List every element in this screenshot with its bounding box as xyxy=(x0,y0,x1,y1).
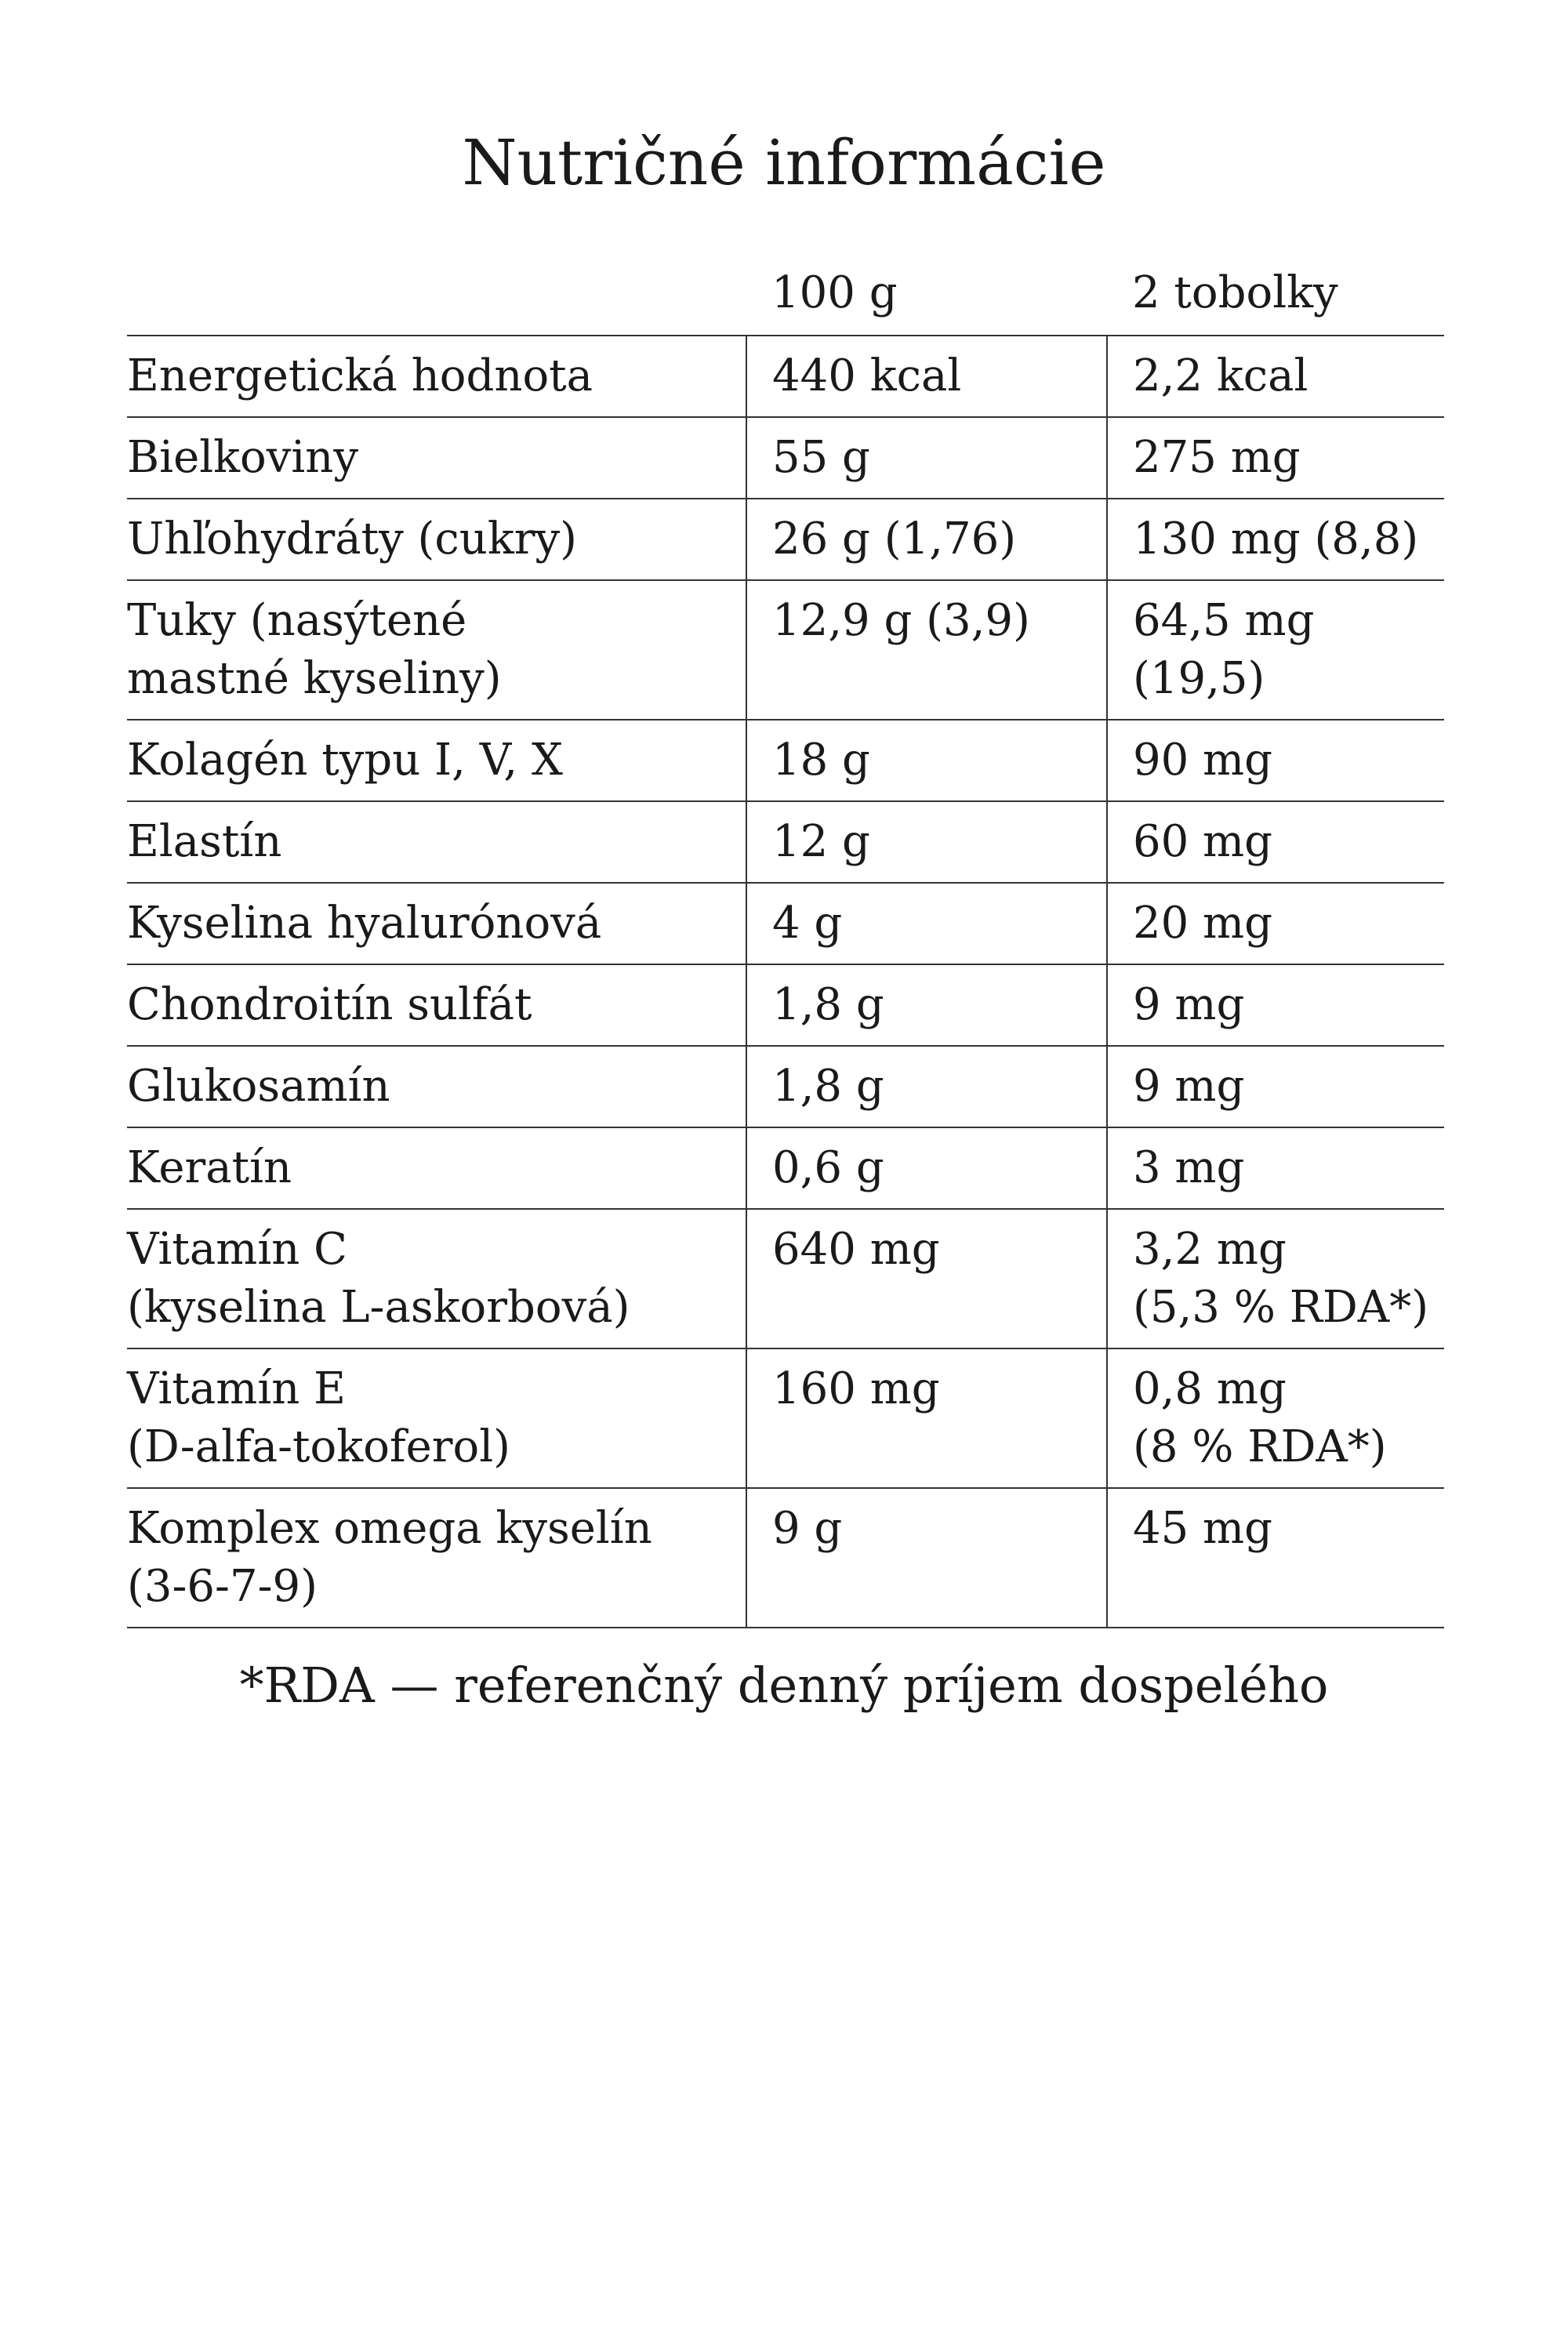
value-per-100g: 160 mg xyxy=(746,1348,1107,1488)
value-per-100g: 18 g xyxy=(746,720,1107,801)
nutrient-name: Vitamín E (D-alfa-tokoferol) xyxy=(127,1348,746,1488)
value-per-2-capsules: 9 mg xyxy=(1107,1046,1444,1127)
table-row xyxy=(127,964,1444,1046)
value-per-2-capsules: 275 mg xyxy=(1107,417,1444,499)
table-row xyxy=(127,801,1444,883)
table-row xyxy=(127,883,1444,964)
value-per-2-capsules: 9 mg xyxy=(1107,964,1444,1046)
nutrient-name: Kyselina hyalurónová xyxy=(127,883,746,964)
value-per-2-capsules: 2,2 kcal xyxy=(1107,336,1444,417)
nutrient-name: Energetická hodnota xyxy=(127,336,746,417)
nutrient-name: Chondroitín sulfát xyxy=(127,964,746,1046)
table-row xyxy=(127,499,1444,580)
value-per-2-capsules: 3,2 mg (5,3 % RDA*) xyxy=(1107,1209,1444,1348)
value-per-100g: 4 g xyxy=(746,883,1107,964)
nutrient-name: Komplex omega kyselín (3-6-7-9) xyxy=(127,1488,746,1628)
nutrient-name: Tuky (nasýtené mastné kyseliny) xyxy=(127,580,746,720)
table-row xyxy=(127,1348,1444,1488)
value-per-100g: 26 g (1,76) xyxy=(746,499,1107,580)
value-per-2-capsules: 20 mg xyxy=(1107,883,1444,964)
value-per-2-capsules: 45 mg xyxy=(1107,1488,1444,1628)
value-per-100g: 12 g xyxy=(746,801,1107,883)
value-per-100g: 1,8 g xyxy=(746,1046,1107,1127)
value-per-100g: 1,8 g xyxy=(746,964,1107,1046)
nutrient-name: Keratín xyxy=(127,1127,746,1209)
nutrient-name: Glukosamín xyxy=(127,1046,746,1127)
value-per-2-capsules: 64,5 mg (19,5) xyxy=(1107,580,1444,720)
header-nutrient xyxy=(127,255,746,336)
header-per-100g: 100 g xyxy=(746,255,1107,336)
nutrition-table xyxy=(127,255,1444,1628)
table-row xyxy=(127,336,1444,417)
table-row xyxy=(127,1127,1444,1209)
value-per-2-capsules: 130 mg (8,8) xyxy=(1107,499,1444,580)
value-per-2-capsules: 0,8 mg (8 % RDA*) xyxy=(1107,1348,1444,1488)
value-per-100g: 640 mg xyxy=(746,1209,1107,1348)
header-per-2-capsules: 2 tobolky xyxy=(1107,255,1444,336)
nutrient-name: Elastín xyxy=(127,801,746,883)
table-row xyxy=(127,580,1444,720)
value-per-100g: 55 g xyxy=(746,417,1107,499)
rda-footnote: *RDA — referenčný denný príjem dospelého xyxy=(239,1657,1329,1714)
nutrition-table-container xyxy=(127,255,1444,1628)
table-row xyxy=(127,1488,1444,1628)
value-per-2-capsules: 3 mg xyxy=(1107,1127,1444,1209)
value-per-100g: 9 g xyxy=(746,1488,1107,1628)
table-row xyxy=(127,720,1444,801)
page-title: Nutričné informácie xyxy=(462,126,1106,199)
value-per-100g: 440 kcal xyxy=(746,336,1107,417)
table-header-row xyxy=(127,255,1444,336)
nutrient-name: Kolagén typu I, V, X xyxy=(127,720,746,801)
table-row xyxy=(127,417,1444,499)
nutrient-name: Uhľohydráty (cukry) xyxy=(127,499,746,580)
table-row xyxy=(127,1046,1444,1127)
value-per-2-capsules: 60 mg xyxy=(1107,801,1444,883)
value-per-100g: 12,9 g (3,9) xyxy=(746,580,1107,720)
table-body xyxy=(127,336,1444,1628)
table-row xyxy=(127,1209,1444,1348)
value-per-2-capsules: 90 mg xyxy=(1107,720,1444,801)
nutrient-name: Bielkoviny xyxy=(127,417,746,499)
nutrient-name: Vitamín C (kyselina L-askorbová) xyxy=(127,1209,746,1348)
value-per-100g: 0,6 g xyxy=(746,1127,1107,1209)
